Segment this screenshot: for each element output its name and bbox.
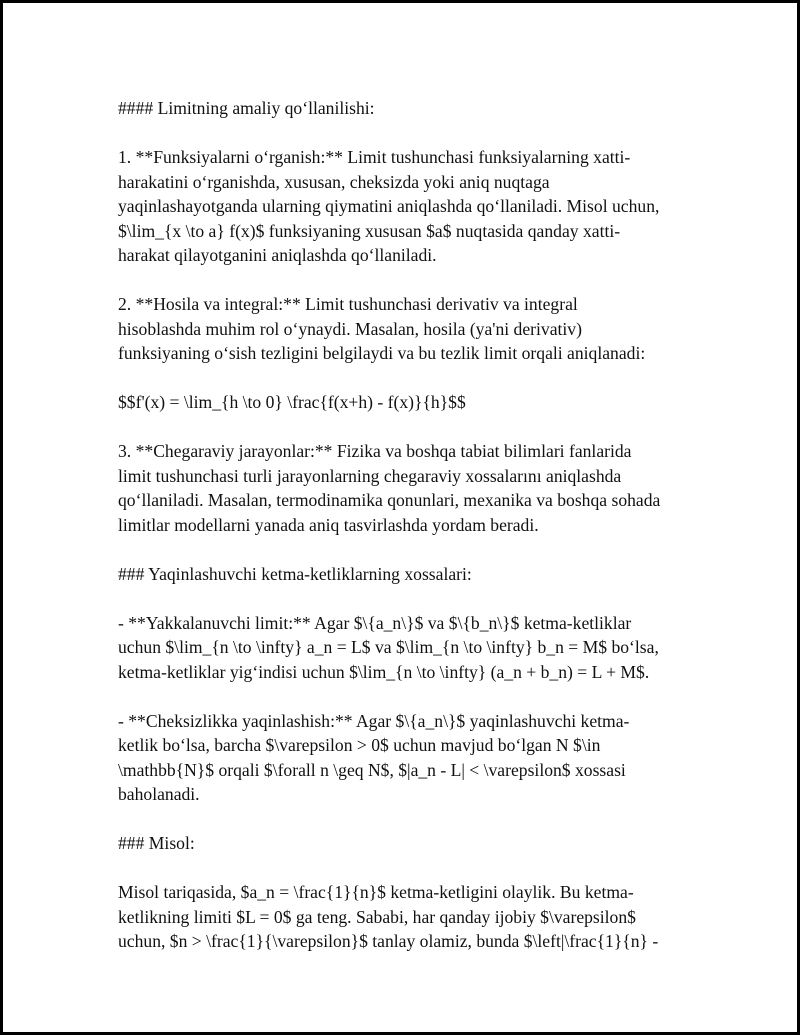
- bullet-item: - **Yakkalanuvchi limit:** Agar $\{a_n\}$ va $\{b_n\}$ ketma-ketliklar uchun $\lim_{n \to \infty} a_n = L$ va $\lim_{n \to \infty} b_n = M$ bo‘lsa, ketma-ketliklar yig‘indisi uchun $\lim_{n \to \infty} (a_n + b_n) = L + M$.: [118, 612, 659, 682]
- bullet-item: - **Cheksizlikka yaqinlashish:** Agar $\{a_n\}$ yaqinlashuvchi ketma- ketlik bo‘lsa, barcha $\varepsilon > 0$ uchun mavjud bo‘lgan N $\in \mathbb{N}$ orqali $\forall n \geq N$, $|a_n - L| < \varepsilon$ xossasi baholanadi.: [118, 710, 630, 804]
- section-heading: ### Yaqinlashuvchi ketma-ketliklarning xossalari:: [118, 563, 472, 584]
- document-body: [118, 96, 678, 978]
- section-heading: #### Limitning amaliy qo‘llanilishi:: [118, 98, 375, 118]
- formula-line: $$f'(x) = \lim_{h \to 0} \frac{f(x+h) - f(x)}{h}$$: [118, 392, 466, 412]
- section-heading: ### Misol:: [118, 833, 195, 853]
- paragraph: Misol tariqasida, $a_n = \frac{1}{n}$ ketma-ketligini olaylik. Bu ketma- ketlikning limiti $L = 0$ ga teng. Sababi, har qanday ijobiy $\varepsilon$ uchun, $n > \frac{1}{\varepsilon}$ tanlay olamiz, bunda $\left|\frac{1}{n} -: [118, 882, 659, 951]
- paragraph: 3. **Chegaraviy jarayonlar:** Fizika va boshqa tabiat bilimlari fanlarida limit tushunchasi turli jarayonlarning chegaraviy xossalarını aniqlashda qo‘llaniladi. Masalan, termodinamika qonunlari, mexanika va boshqa sohada limitlar modellarni yanada aniq tasvirlashda yordam beradi.: [118, 441, 661, 535]
- paragraph: 1. **Funksiyalarni o‘rganish:** Limit tushunchasi funksiyalarning xatti- harakatini o‘rganishda, xususan, cheksizda yoki aniq nuqtaga yaqinlashayotganda ularning qiymatini aniqlashda qo‘llaniladi. Misol uchun, $\lim_{x \to a} f(x)$ funksiyaning xususan $a$ nuqtasida qanday xatti- harakat qilayotganini aniqlashda qo‘llaniladi.: [118, 147, 660, 265]
- paragraph: 2. **Hosila va integral:** Limit tushunchasi derivativ va integral hisoblashda muhim rol o‘ynaydi. Masalan, hosila (ya'ni derivativ) funksiyaning o‘sish tezligini belgilaydi va bu tezlik limit orqali aniqlanadi:: [118, 294, 646, 363]
